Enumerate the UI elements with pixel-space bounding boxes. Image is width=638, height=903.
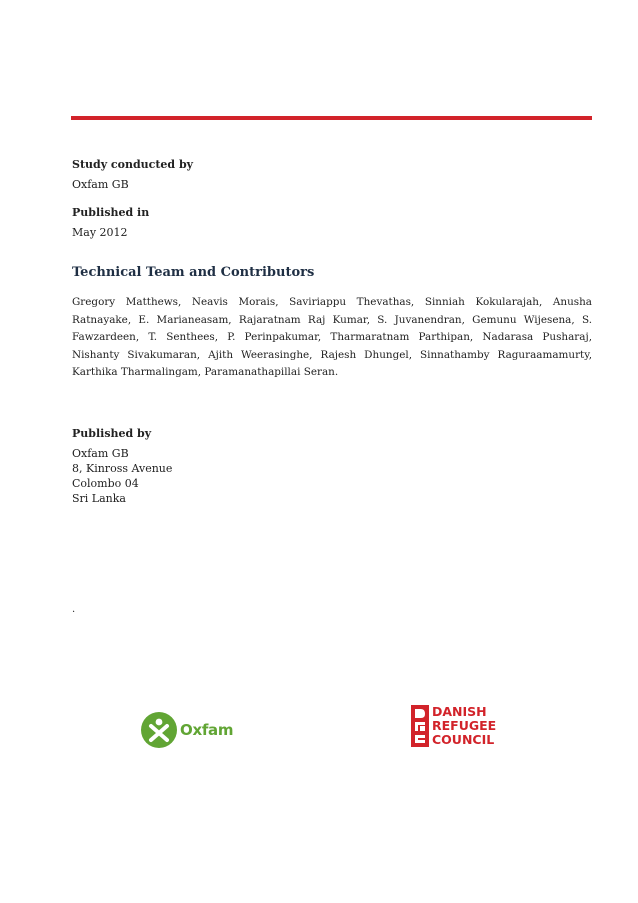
study-block	[72, 158, 193, 193]
drc-logo	[411, 705, 496, 747]
contributors-list: Gregory Matthews, Neavis Morais, Saviriappu Thevathas, Sinniah Kokularajah, Anusha Ratnayake, E. Marianeasam, Rajaratnam Raj Kumar, S. Juvanendran, Gemunu Wijesena, S. Fawzardeen, T. Senthees, P. Perinpakumar, Tharmaratnam Parthipan, Nadarasa Pusharaj, Nishanty Sivakumaran, Ajith Weerasinghe, Rajesh Dhungel, Sinnathamby Raguraamamurty, Karthika Tharmalingam, Paramanathapillai Seran.	[72, 296, 592, 379]
team-heading-block	[72, 265, 314, 280]
drc-monogram-icon	[411, 705, 429, 747]
oxfam-wordmark: Oxfam	[180, 721, 234, 739]
published-in-block	[72, 206, 149, 241]
drc-line-2: REFUGEE	[432, 718, 497, 733]
address-line-3: Colombo 04	[72, 477, 139, 490]
published-in-label: Published in	[72, 206, 150, 219]
published-by-label: Published by	[72, 427, 152, 440]
drc-line-3: COUNCIL	[432, 732, 495, 747]
study-label: Study conducted by	[72, 158, 194, 171]
stray-mark: .	[72, 604, 76, 615]
drc-line-1: DANISH	[432, 704, 487, 719]
drc-wordmark	[432, 705, 496, 747]
address-line-2: 8, Kinross Avenue	[72, 462, 173, 475]
published-in-value: May 2012	[72, 226, 128, 239]
address-line-4: Sri Lanka	[72, 492, 126, 505]
oxfam-logo	[141, 711, 233, 749]
address	[72, 446, 172, 506]
header-rule	[71, 116, 592, 120]
published-by-block	[72, 427, 172, 506]
team-title: Technical Team and Contributors	[72, 265, 315, 280]
address-line-1: Oxfam GB	[72, 447, 129, 460]
study-value: Oxfam GB	[72, 178, 129, 191]
oxfam-figure-icon	[141, 712, 177, 748]
